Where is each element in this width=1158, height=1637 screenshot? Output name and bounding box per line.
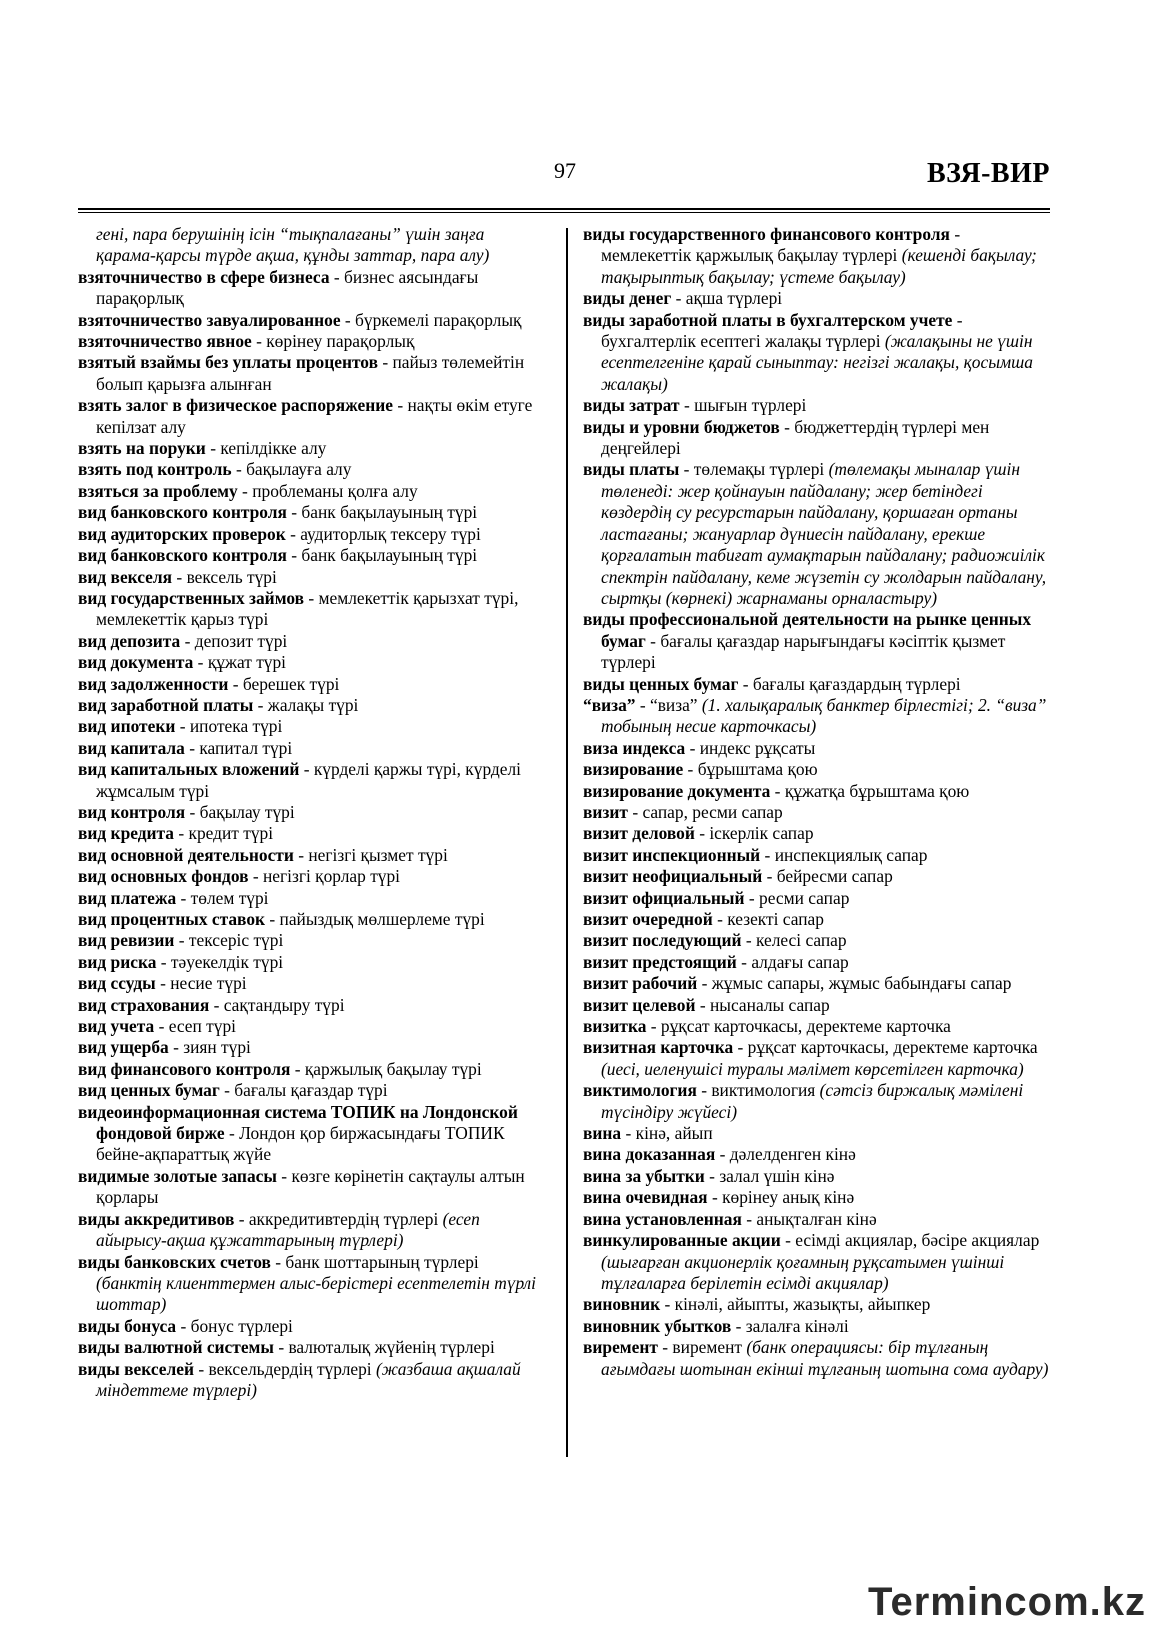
entry-definition: - ресми сапар xyxy=(744,887,850,908)
entry-term: виновник убытков xyxy=(583,1315,732,1336)
dictionary-entry xyxy=(78,995,546,1016)
entry-note: (банктің клиенттермен алыс-берістері есептелетін түрлі шоттар) xyxy=(96,1272,536,1315)
entry-term: видимые золотые запасы xyxy=(78,1165,277,1186)
watermark-text: Termincom.kz xyxy=(868,1580,1146,1624)
entry-term: виды денег xyxy=(583,288,672,309)
entry-definition: - алдағы сапар xyxy=(736,951,849,972)
entry-definition: - виремент xyxy=(657,1337,747,1358)
dictionary-entry xyxy=(583,1123,1053,1144)
entry-definition: - ипотека түрі xyxy=(175,716,283,737)
dictionary-entry xyxy=(78,1359,546,1402)
entry-definition: - құжат түрі xyxy=(193,652,287,673)
entry-term: вид риска xyxy=(78,951,157,972)
dictionary-entry xyxy=(583,288,1053,309)
entry-term: вид банковского контроля xyxy=(78,502,287,523)
entry-term: вид задолженности xyxy=(78,673,229,694)
dictionary-entry xyxy=(78,695,546,716)
entry-term: виктимология xyxy=(583,1080,697,1101)
dictionary-entry xyxy=(78,438,546,459)
column-divider xyxy=(566,228,568,1457)
entry-term: взять залог в физическое распоряжение xyxy=(78,395,393,416)
entry-term: взяточничество явное xyxy=(78,331,252,352)
entry-term: визит последующий xyxy=(583,930,742,951)
entry-term: визит рабочий xyxy=(583,973,698,994)
entry-term: визит инспекционный xyxy=(583,844,761,865)
entry-definition: - бағалы қағаздардың түрлері xyxy=(738,673,961,694)
dictionary-entry xyxy=(583,695,1053,738)
dictionary-entry xyxy=(583,1209,1053,1230)
entry-term: виды заработной платы в бухгалтерском учете xyxy=(583,309,953,330)
entry-term: визирование документа xyxy=(583,780,771,801)
entry-definition: - берешек түрі xyxy=(228,673,340,694)
dictionary-entry xyxy=(78,1209,546,1252)
entry-term: виза индекса xyxy=(583,737,686,758)
entry-note: (жалақыны не үшін есептелгеніне қарай сыныптау: негізгі жалақы, қосымша жалақы) xyxy=(601,331,1033,394)
entry-definition: - жалақы түрі xyxy=(253,694,359,715)
entry-definition: - пайыз төлемейтін болып қарызға алынған xyxy=(96,352,525,394)
entry-term: виды затрат xyxy=(583,395,680,416)
dictionary-entry xyxy=(78,652,546,673)
entry-definition: - мемлекеттік қаржылық бақылау түрлері xyxy=(601,224,961,266)
entry-term: вид кредита xyxy=(78,823,175,844)
dictionary-entry xyxy=(78,866,546,887)
entry-term: взять под контроль xyxy=(78,459,232,480)
entry-term: вид ипотеки xyxy=(78,716,176,737)
entry-definition: - дәлелденген кінә xyxy=(715,1144,856,1165)
dictionary-entry xyxy=(78,481,546,502)
dictionary-entry xyxy=(583,781,1053,802)
entry-definition: - зиян түрі xyxy=(168,1037,251,1058)
dictionary-entry xyxy=(78,1166,546,1209)
entry-term: видеоинформационная система ТОПИК на Лондонской фондовой бирже xyxy=(78,1101,518,1144)
dictionary-entry xyxy=(78,310,546,331)
entry-term: вид учета xyxy=(78,1016,155,1037)
entry-term: вид депозита xyxy=(78,630,181,651)
dictionary-entry xyxy=(78,459,546,480)
dictionary-entry xyxy=(78,1102,546,1166)
entry-definition: - көрінеу парақорлық xyxy=(251,331,415,352)
dictionary-entry xyxy=(78,845,546,866)
entry-term: визитка xyxy=(583,1016,647,1037)
entry-note: (шығарған акционерлік қоғамның рұқсатымен үшінші тұлғаларға берілетін есімді акциялар) xyxy=(601,1251,1005,1293)
entry-definition: - банк бақылауының түрі xyxy=(286,545,478,566)
entry-definition: - бүркемелі парақорлық xyxy=(340,309,522,330)
entry-term: вид документа xyxy=(78,652,194,673)
site-logo-watermark xyxy=(868,1580,1146,1625)
dictionary-entry xyxy=(583,1166,1053,1187)
entry-definition: - сапар, ресми сапар xyxy=(627,801,783,822)
entry-definition: - тәуекелдік түрі xyxy=(156,951,284,972)
dictionary-entry xyxy=(78,502,546,523)
entry-definition: - кезекті сапар xyxy=(712,909,824,929)
entry-definition: - кепілдікке алу xyxy=(205,438,327,459)
entry-definition: - бақылауға алу xyxy=(231,459,352,480)
dictionary-entry xyxy=(78,631,546,652)
entry-definition: - негізгі қызмет түрі xyxy=(293,844,448,865)
dictionary-entry xyxy=(583,759,1053,780)
dictionary-entry xyxy=(78,909,546,930)
entry-definition: - валюталық жүйенің түрлері xyxy=(273,1337,495,1358)
entry-definition: - тексеріс түрі xyxy=(174,930,284,951)
entry-term: вид аудиторских проверок xyxy=(78,523,286,544)
entry-definition: - мемлекеттік қарызхат түрі, мемлекеттік қарыз түрі xyxy=(96,587,519,630)
dictionary-entry xyxy=(583,1144,1053,1165)
entry-definition: - бизнес аясындағы парақорлық xyxy=(96,266,479,309)
entry-term: вид ценных бумаг xyxy=(78,1080,220,1101)
entry-definition: - Лондон қор биржасындағы ТОПИК бейне-ақпараттық жүйе xyxy=(96,1123,505,1165)
dictionary-entry xyxy=(78,1059,546,1080)
dictionary-entry xyxy=(78,1080,546,1101)
entry-definition: - банк шоттарының түрлері xyxy=(270,1251,479,1272)
entry-definition: - бюджеттердің түрлері мен деңгейлері xyxy=(601,416,990,459)
dictionary-entry xyxy=(78,1316,546,1337)
entry-definition: - есеп түрі xyxy=(154,1016,236,1037)
entry-term: вид векселя xyxy=(78,566,173,587)
entry-term: вид основных фондов xyxy=(78,866,249,887)
entry-definition: - шығын түрлері xyxy=(679,395,807,416)
entry-term: визит целевой xyxy=(583,994,696,1015)
dictionary-entry xyxy=(583,823,1053,844)
entry-definition: - бұрыштама қою xyxy=(683,759,818,780)
entry-definition: - іскерлік сапар xyxy=(694,823,814,844)
entry-term: взяточничество в сфере бизнеса xyxy=(78,266,330,287)
entry-term: взять на поруки xyxy=(78,438,206,459)
dictionary-entry xyxy=(78,973,546,994)
dictionary-entry xyxy=(583,1316,1053,1337)
dictionary-entry xyxy=(583,1037,1053,1080)
entry-term: винкулированные акции xyxy=(583,1230,781,1251)
dictionary-entry xyxy=(78,759,546,802)
entry-definition: - кінә, айып xyxy=(621,1123,713,1144)
entry-note: (иесі, иеленушісі туралы мәлімет көрсетілген карточка) xyxy=(601,1058,1024,1079)
dictionary-entry xyxy=(78,567,546,588)
entry-definition: - банк бақылауының түрі xyxy=(286,502,478,523)
entry-definition: - рұқсат карточкасы, деректеме карточка xyxy=(733,1037,1038,1058)
entry-term: вина xyxy=(583,1123,622,1144)
entry-term: виды ценных бумаг xyxy=(583,673,739,694)
entry-definition: - “виза” xyxy=(635,694,702,715)
entry-term: вина установленная xyxy=(583,1208,742,1229)
entry-definition: - келесі сапар xyxy=(741,930,847,951)
entry-note: (кешенді бақылау; тақырыптық бақылау; үстеме бақылау) xyxy=(601,245,1037,287)
entry-definition: - бейресми сапар xyxy=(762,866,893,887)
dictionary-entry xyxy=(583,1294,1053,1315)
entry-definition: - залалға кінәлі xyxy=(731,1315,849,1336)
entry-term: взятый взаймы без уплаты процентов xyxy=(78,352,378,373)
entry-definition: - бонус түрлері xyxy=(176,1315,293,1336)
entry-term: визит деловой xyxy=(583,823,695,844)
header-rule-thin xyxy=(78,212,1050,213)
entry-term: визитная карточка xyxy=(583,1037,734,1058)
right-column xyxy=(583,224,1053,1380)
entry-note: (банк операциясы: бір тұлғаның ағымдағы шотынан екінші тұлғаның шотына сома аудару) xyxy=(601,1337,1049,1379)
entry-term: визит предстоящий xyxy=(583,951,737,972)
entry-term: виремент xyxy=(583,1337,658,1358)
dictionary-entry xyxy=(583,995,1053,1016)
dictionary-entry xyxy=(78,1252,546,1316)
dictionary-entry xyxy=(583,888,1053,909)
entry-term: вид государственных займов xyxy=(78,587,304,608)
dictionary-entry xyxy=(78,1337,546,1358)
entry-term: вид основной деятельности xyxy=(78,844,294,865)
entry-definition: - аудиторлық тексеру түрі xyxy=(285,523,481,544)
dictionary-entry xyxy=(78,224,546,267)
dictionary-entry xyxy=(78,674,546,695)
entry-definition: - вексельдердің түрлері xyxy=(193,1358,376,1379)
dictionary-entry xyxy=(583,1187,1053,1208)
entry-term: вид ревизии xyxy=(78,930,175,951)
entry-definition: - залал үшін кінә xyxy=(704,1165,835,1186)
entry-term: вина доказанная xyxy=(583,1144,716,1165)
dictionary-entry xyxy=(78,588,546,631)
entry-definition: - жұмыс сапары, жұмыс бабындағы сапар xyxy=(697,973,1012,994)
dictionary-entry xyxy=(583,1230,1053,1294)
entry-definition: - вексель түрі xyxy=(172,566,277,587)
entry-definition: - құжатқа бұрыштама қою xyxy=(770,780,970,801)
entry-term: вина за убытки xyxy=(583,1165,705,1186)
dictionary-entry xyxy=(583,674,1053,695)
entry-definition: - нысаналы сапар xyxy=(695,994,830,1015)
dictionary-entry xyxy=(583,930,1053,951)
entry-definition: - депозит түрі xyxy=(180,630,288,651)
entry-definition: - пайыздық мөлшерлеме түрі xyxy=(265,909,485,929)
dictionary-entry xyxy=(583,909,1053,930)
entry-definition: - көрінеу анық кінә xyxy=(707,1187,855,1208)
entry-term: вид ущерба xyxy=(78,1037,169,1058)
entry-term: визит неофициальный xyxy=(583,866,763,887)
dictionary-entry xyxy=(583,224,1053,288)
entry-definition: - бағалы қағаздар түрі xyxy=(219,1080,388,1101)
entry-term: вид процентных ставок xyxy=(78,909,266,929)
entry-term: вид контроля xyxy=(78,801,186,822)
entry-definition: - есімді акциялар, бәсіре акциялар xyxy=(780,1230,1040,1251)
entry-term: виды и уровни бюджетов xyxy=(583,416,780,437)
entry-definition: - аккредитивтердің түрлері xyxy=(234,1208,443,1229)
left-column xyxy=(78,224,546,1401)
dictionary-entry xyxy=(583,459,1053,609)
dictionary-entry xyxy=(583,973,1053,994)
entry-term: виды профессиональной деятельности на рынке ценных бумаг xyxy=(583,609,1032,651)
entry-term: визит xyxy=(583,801,628,822)
entry-term: виды бонуса xyxy=(78,1315,177,1336)
section-title: ВЗЯ-ВИР xyxy=(927,158,1050,189)
entry-term: виды банковских счетов xyxy=(78,1251,271,1272)
entry-term: визит очередной xyxy=(583,909,713,929)
entry-term: визирование xyxy=(583,759,684,780)
dictionary-entry xyxy=(583,866,1053,887)
dictionary-entry xyxy=(583,310,1053,396)
dictionary-entry xyxy=(78,524,546,545)
dictionary-entry xyxy=(78,802,546,823)
dictionary-entry xyxy=(583,395,1053,416)
dictionary-entry xyxy=(78,395,546,438)
entry-term: вид капитальных вложений xyxy=(78,759,300,780)
page-number: 97 xyxy=(554,158,576,183)
entry-definition: - капитал түрі xyxy=(184,737,293,758)
entry-definition: - бағалы қағаздар нарығындағы кәсіптік қызмет түрлері xyxy=(601,630,1006,673)
dictionary-entry xyxy=(78,823,546,844)
dictionary-entry xyxy=(78,716,546,737)
entry-note: гені, пара берушінің ісін “тықпалағаны” үшін заңға қарама-қарсы түрде ақша, құнды заттар, пара алу) xyxy=(96,224,490,266)
dictionary-entry xyxy=(583,952,1053,973)
entry-definition: - нақты өкім етуге кепілзат алу xyxy=(96,395,533,437)
entry-definition: - күрделі қаржы түрі, күрделі жұмсалым түрі xyxy=(96,759,521,801)
entry-definition: - қаржылық бақылау түрі xyxy=(290,1058,482,1079)
dictionary-entry xyxy=(583,1337,1053,1380)
dictionary-entry xyxy=(583,802,1053,823)
entry-note: (1. халықаралық банктер бірлестігі; 2. “виза” тобының несие карточкасы) xyxy=(601,694,1047,737)
entry-term: вид капитала xyxy=(78,737,185,758)
entry-note: (сәтсіз биржалық мәмілені түсіндіру жүйесі) xyxy=(601,1080,1024,1122)
entry-term: виновник xyxy=(583,1294,661,1315)
entry-definition: - төлемақы түрлері xyxy=(679,459,829,480)
entry-term: вид страхования xyxy=(78,994,210,1015)
dictionary-entry xyxy=(78,267,546,310)
entry-definition: - көзге көрінетін сақтаулы алтын қорлары xyxy=(96,1165,525,1208)
dictionary-entry xyxy=(583,609,1053,673)
entry-definition: - инспекциялық сапар xyxy=(760,844,928,865)
entry-term: виды аккредитивов xyxy=(78,1208,235,1229)
entry-note: (төлемақы мыналар үшін төленеді: жер қойнауын пайдалану; жер бетіндегі көздердің су ресурстарын пайдалану, қоршаған ортаны ластағаны; жануарлар дүниесін пайдалану, ерекше қорғалатын табиғат аумақтарын пайдалану; радиожиілік спектрін пайдалану, кеме жүзетін су жолдарын пайдалану, сыртқы (көрнекі) жарнаманы орналастыру) xyxy=(601,459,1047,608)
dictionary-entry xyxy=(583,1016,1053,1037)
entry-definition: - виктимология xyxy=(696,1080,820,1101)
entry-definition: - кінәлі, айыпты, жазықты, айыпкер xyxy=(660,1294,931,1315)
entry-term: вина очевидная xyxy=(583,1187,708,1208)
dictionary-entry xyxy=(583,738,1053,759)
entry-term: “виза” xyxy=(583,694,636,715)
entry-definition: - негізгі қорлар түрі xyxy=(248,866,401,887)
entry-definition: - проблеманы қолға алу xyxy=(237,480,418,501)
entry-note: (есеп айырысу-ақша құжаттарының түрлері) xyxy=(96,1208,480,1251)
entry-term: виды векселей xyxy=(78,1358,194,1379)
entry-term: вид ссуды xyxy=(78,973,156,994)
dictionary-entry xyxy=(78,545,546,566)
dictionary-entry xyxy=(78,930,546,951)
entry-term: вид заработной платы xyxy=(78,694,254,715)
dictionary-entry xyxy=(583,1080,1053,1123)
dictionary-entry xyxy=(78,352,546,395)
entry-definition: - несие түрі xyxy=(155,973,247,994)
dictionary-entry xyxy=(78,738,546,759)
dictionary-entry xyxy=(78,1016,546,1037)
entry-definition: - сақтандыру түрі xyxy=(209,994,345,1015)
dictionary-entry xyxy=(78,1037,546,1058)
dictionary-entry xyxy=(583,845,1053,866)
entry-term: вид банковского контроля xyxy=(78,545,287,566)
entry-term: вид финансового контроля xyxy=(78,1058,291,1079)
entry-term: виды валютной системы xyxy=(78,1337,274,1358)
entry-definition: - ақша түрлері xyxy=(671,288,783,309)
entry-term: вид платежа xyxy=(78,887,177,908)
entry-definition: - рұқсат карточкасы, деректеме карточка xyxy=(646,1016,951,1037)
entry-note: (жазбаша ақшалай міндеттеме түрлері) xyxy=(96,1358,521,1400)
entry-term: взяться за проблему xyxy=(78,480,238,501)
entry-definition: - кредит түрі xyxy=(174,823,274,844)
entry-term: виды платы xyxy=(583,459,680,480)
dictionary-entry xyxy=(583,417,1053,460)
dictionary-entry xyxy=(78,331,546,352)
entry-term: виды государственного финансового контроля xyxy=(583,224,950,244)
entry-term: визит официальный xyxy=(583,887,745,908)
entry-definition: - төлем түрі xyxy=(176,887,269,908)
header-rule xyxy=(78,208,1050,210)
dictionary-entry xyxy=(78,952,546,973)
dictionary-entry xyxy=(78,888,546,909)
entry-term: взяточничество завуалированное xyxy=(78,309,341,330)
entry-definition: - индекс рұқсаты xyxy=(685,737,816,758)
entry-definition: - бухгалтерлік есептегі жалақы түрлері xyxy=(601,309,963,352)
entry-definition: - бақылау түрі xyxy=(185,801,295,822)
entry-definition: - анықталған кінә xyxy=(741,1208,877,1229)
